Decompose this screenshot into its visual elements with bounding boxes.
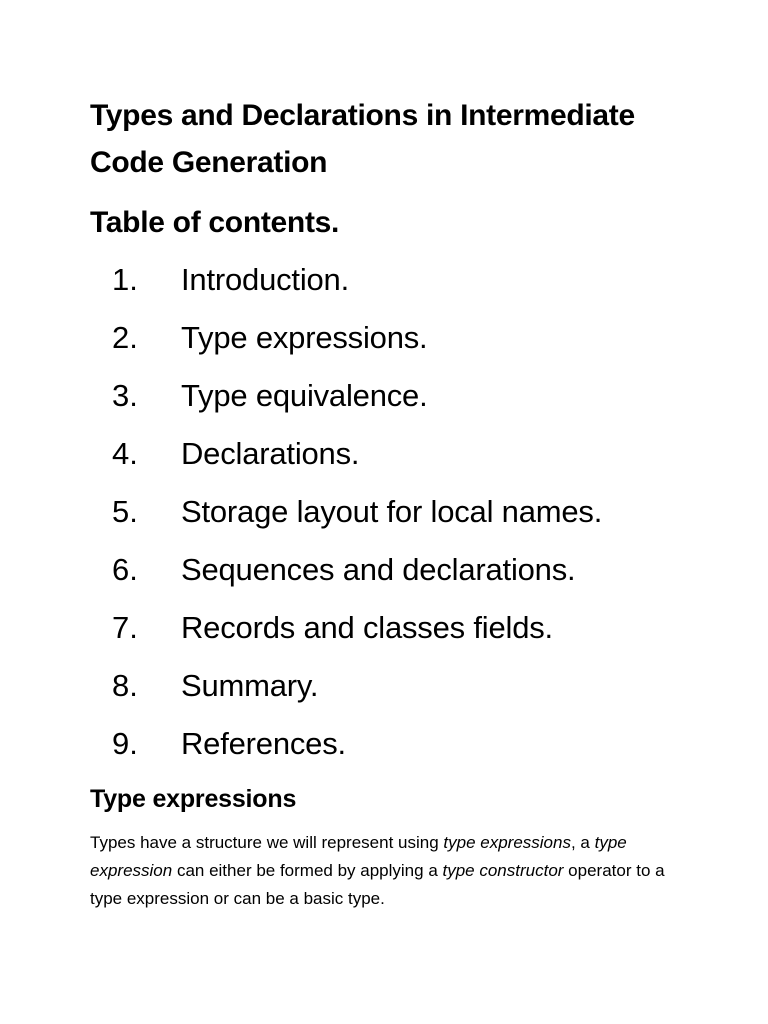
toc-item-storage-layout [90,490,690,548]
toc-item-references [90,722,690,780]
paragraph-emphasis: type constructor [442,861,564,880]
paragraph-text: Types have a structure we will represent using [90,833,444,852]
toc-heading: Table of contents. [90,206,340,239]
document-title: Types and Declarations in Intermediate Code Generation [90,99,635,179]
toc-item-introduction [90,258,690,316]
toc-item-records [90,606,690,664]
paragraph-emphasis: type expression [90,833,627,880]
section-heading: Type expressions [90,785,297,813]
paragraph-text: operator to a type expression or can be a basic type. [90,861,665,908]
paragraph-text: can either be formed by applying a [172,861,443,880]
toc-item-summary [90,664,690,722]
paragraph-emphasis: type expressions [443,833,571,852]
toc-item-label: Storage layout for local names. [181,494,603,529]
toc-item-number: 3. [112,378,138,413]
toc-item-number: 2. [112,320,138,355]
toc-item-type-expressions [90,316,690,374]
toc-item-number: 5. [112,494,138,529]
toc-item-number: 6. [112,552,138,587]
toc-item-label: Type expressions. [181,320,428,355]
toc-item-label: Summary. [181,668,319,703]
table-of-contents [90,258,690,780]
toc-item-label: Sequences and declarations. [181,552,576,587]
toc-item-number: 4. [112,436,138,471]
toc-item-label: Type equivalence. [181,378,428,413]
toc-item-number: 8. [112,668,138,703]
paragraph-text: , a [570,833,595,852]
toc-item-sequences [90,548,690,606]
toc-item-type-equivalence [90,374,690,432]
toc-item-number: 7. [112,610,138,645]
toc-item-label: Declarations. [181,436,360,471]
toc-item-declarations [90,432,690,490]
toc-item-number: 1. [112,262,138,297]
toc-item-label: References. [181,726,346,761]
toc-item-label: Records and classes fields. [181,610,553,645]
toc-item-label: Introduction. [181,262,350,297]
section-paragraph [90,829,690,913]
toc-item-number: 9. [112,726,138,761]
